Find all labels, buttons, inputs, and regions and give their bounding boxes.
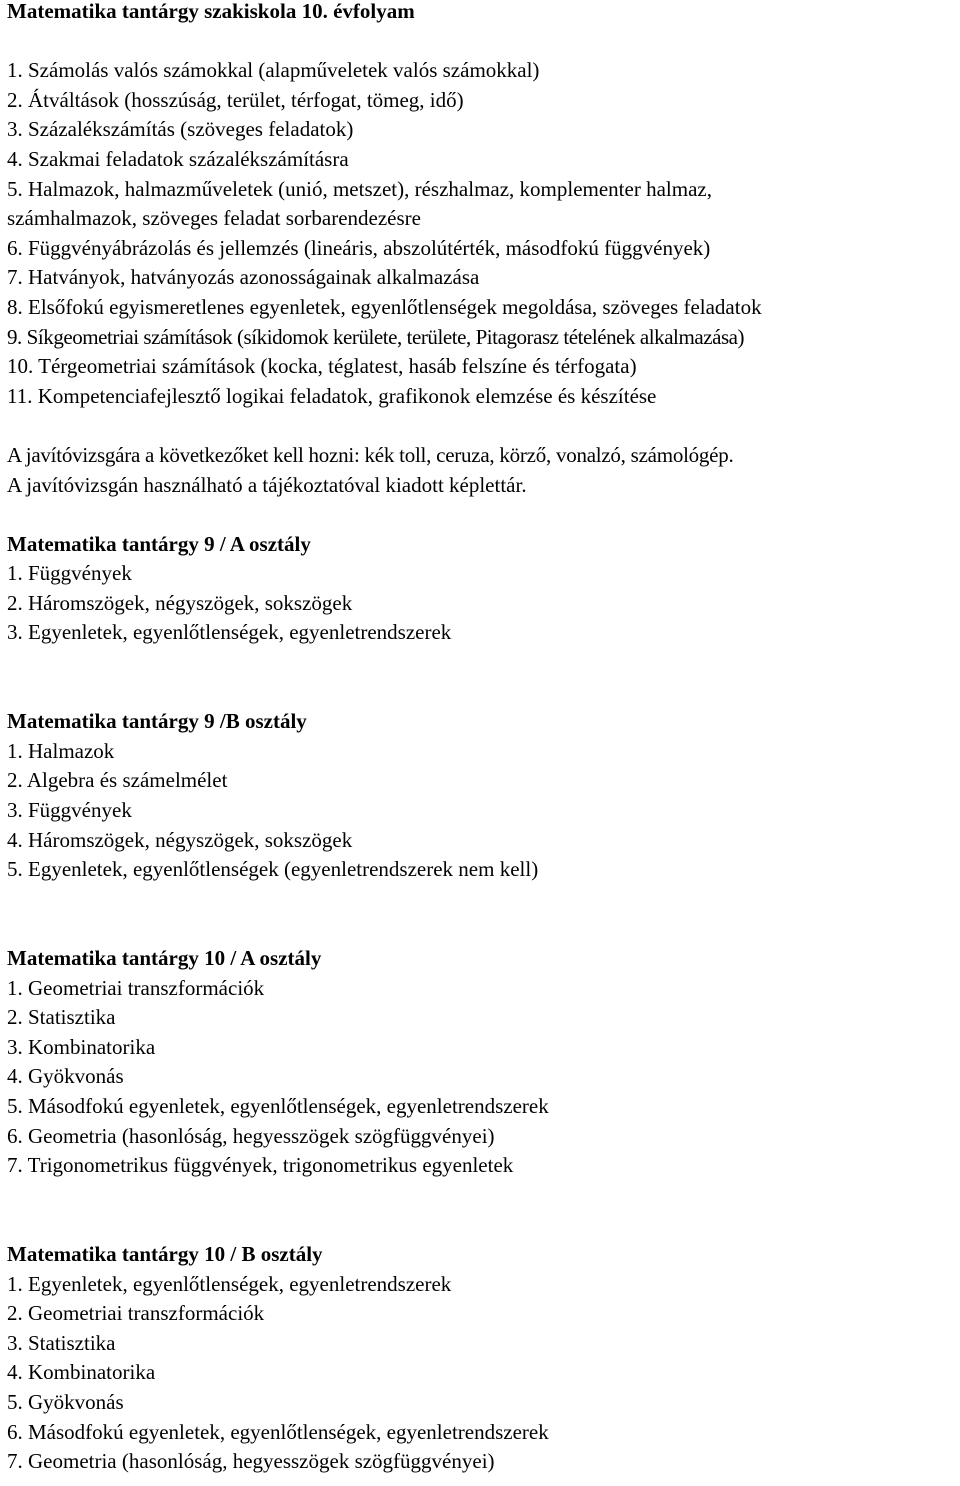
section-9b bbox=[7, 707, 957, 885]
list-item: 3. Százalékszámítás (szöveges feladatok) bbox=[7, 117, 354, 142]
section-9a bbox=[7, 530, 957, 648]
list-item: 4. Háromszögek, négyszögek, sokszögek bbox=[7, 827, 353, 852]
list-item: 8. Elsőfokú egyismeretlenes egyenletek, egyenlőtlenségek megoldása, szöveges feladatok bbox=[7, 294, 762, 319]
section-title: Matematika tantárgy szakiskola 10. évfolyam bbox=[7, 0, 415, 23]
list-item: 3. Függvények bbox=[7, 798, 132, 823]
note-line: A javítóvizsgán használható a tájékoztatóval kiadott képlettár. bbox=[7, 472, 527, 497]
list-item: 6. Függvényábrázolás és jellemzés (lineáris, abszolútérték, másodfokú függvények) bbox=[7, 235, 711, 260]
list-item: 3. Egyenletek, egyenlőtlenségek, egyenletrendszerek bbox=[7, 620, 452, 645]
list-item: 2. Átváltások (hosszúság, terület, térfogat, tömeg, idő) bbox=[7, 87, 464, 112]
list-item: 3. Statisztika bbox=[7, 1330, 116, 1355]
section-10a bbox=[7, 944, 957, 1181]
section-title: Matematika tantárgy 10 / A osztály bbox=[7, 946, 322, 970]
spacer bbox=[7, 411, 957, 441]
list-item: 6. Geometria (hasonlóság, hegyesszögek szögfüggvényei) bbox=[7, 1123, 495, 1148]
section-title: Matematika tantárgy 10 / B osztály bbox=[7, 1241, 323, 1266]
list-item: 9. Síkgeometriai számítások (síkidomok kerülete, területe, Pitagorasz tételének alkalmazása) bbox=[7, 324, 745, 349]
list-item: 1. Halmazok bbox=[7, 738, 115, 763]
document-page bbox=[7, 0, 957, 1477]
list-item: 10. Térgeometriai számítások (kocka, téglatest, hasáb felszíne és térfogata) bbox=[7, 354, 637, 379]
list-item: 4. Gyökvonás bbox=[7, 1064, 124, 1089]
spacer bbox=[7, 885, 957, 944]
list-item: 1. Geometriai transzformációk bbox=[7, 975, 265, 1000]
spacer bbox=[7, 1181, 957, 1240]
list-item: 1. Függvények bbox=[7, 561, 132, 586]
list-item: 3. Kombinatorika bbox=[7, 1034, 156, 1059]
list-item: 6. Másodfokú egyenletek, egyenlőtlenségek, egyenletrendszerek bbox=[7, 1419, 549, 1444]
list-item: 1. Számolás valós számokkal (alapműveletek valós számokkal) bbox=[7, 58, 540, 83]
list-item: 2. Geometriai transzformációk bbox=[7, 1301, 265, 1326]
list-item: 4. Szakmai feladatok százalékszámításra bbox=[7, 146, 349, 171]
section-title: Matematika tantárgy 9 /B osztály bbox=[7, 709, 307, 734]
list-item: 5. Másodfokú egyenletek, egyenlőtlenségek, egyenletrendszerek bbox=[7, 1093, 549, 1118]
list-item: 5. Gyökvonás bbox=[7, 1389, 124, 1414]
list-item: 11. Kompetenciafejlesztő logikai feladatok, grafikonok elemzése és készítése bbox=[7, 383, 657, 408]
section-title: Matematika tantárgy 9 / A osztály bbox=[7, 531, 311, 556]
list-item: 7. Geometria (hasonlóság, hegyesszögek szögfüggvényei) bbox=[7, 1449, 495, 1474]
section-szakiskola bbox=[7, 0, 957, 411]
list-item: 1. Egyenletek, egyenlőtlenségek, egyenletrendszerek bbox=[7, 1271, 452, 1296]
spacer bbox=[7, 500, 957, 530]
list-item: 2. Háromszögek, négyszögek, sokszögek bbox=[7, 590, 353, 615]
list-item: 5. Halmazok, halmazműveletek (unió, metszet), részhalmaz, komplementer halmaz, bbox=[7, 176, 712, 201]
list-item: 2. Statisztika bbox=[7, 1005, 116, 1030]
spacer bbox=[7, 27, 957, 57]
list-item: 4. Kombinatorika bbox=[7, 1360, 156, 1385]
note-line: A javítóvizsgára a következőket kell hozni: kék toll, ceruza, körző, vonalzó, számológép. bbox=[7, 442, 734, 467]
spacer bbox=[7, 648, 957, 707]
list-item: 2. Algebra és számelmélet bbox=[7, 768, 228, 793]
section-10b bbox=[7, 1240, 957, 1477]
notes bbox=[7, 441, 957, 500]
list-item: 7. Hatványok, hatványozás azonosságainak alkalmazása bbox=[7, 265, 480, 290]
list-item: 7. Trigonometrikus függvények, trigonometrikus egyenletek bbox=[7, 1153, 514, 1178]
list-item: 5. Egyenletek, egyenlőtlenségek (egyenletrendszerek nem kell) bbox=[7, 857, 539, 882]
list-item-continuation: számhalmazok, szöveges feladat sorbarendezésre bbox=[7, 206, 421, 231]
